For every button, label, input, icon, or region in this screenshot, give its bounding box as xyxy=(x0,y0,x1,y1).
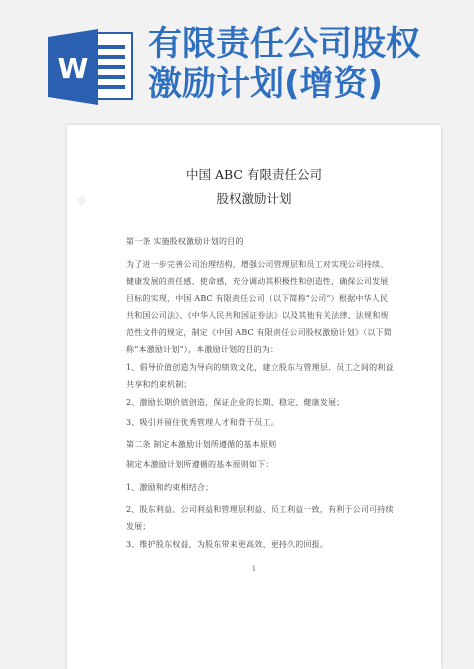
page-number: 1 xyxy=(251,565,257,573)
section-heading-2: 第二条 制定本激励计划所遵循的基本原则 xyxy=(126,440,277,449)
banner-title-line1: 有限责任公司股权 xyxy=(148,24,420,64)
paragraph-principles: 制定本激励计划所遵循的基本原则如下： xyxy=(126,460,274,469)
principle-item-3: 3、维护股东权益，为股东带来更高效、更持久的回报。 xyxy=(126,540,329,549)
doc-title-line2: 股权激励计划 xyxy=(216,191,292,206)
principle-item-1: 1、激励和约束相结合； xyxy=(126,483,214,492)
document-page xyxy=(67,125,441,669)
banner-title-line2: 激励计划(增资) xyxy=(148,64,384,104)
banner-title xyxy=(148,24,464,104)
watermark: ▦ xyxy=(74,193,89,208)
principle-item-2: 2、股东利益、公司利益和管理层利益、员工利益一致，有利于公司可持续发展； xyxy=(126,505,394,531)
list-item-1: 1、倡导价值创造为导向的绩效文化，建立股东与管理层、员工之间的利益共享和约束机制； xyxy=(126,363,394,389)
section-heading-1: 第一条 实施股权激励计划的目的 xyxy=(126,237,244,246)
paragraph-purpose: 为了进一步完善公司治理结构，增强公司管理层和员工对实现公司持续、健康发展的责任感、使命感，充分调动其积极性和创造性，确保公司发展目标的实现，中国 ABC 有限责任公司（以下简称“公司”）根据中华人民共和国公司法》、《中华人民共和国证券法》以及其他有关法律、法规和规范性文件的规定，制定《中国 ABC 有限责任公司股权激励计划》（以下简称“本激励计划”），本激励计划的目的为： xyxy=(126,260,393,354)
list-item-3: 3、吸引并留住优秀管理人才和骨干员工。 xyxy=(126,418,279,427)
list-item-2: 2、激励长期价值创造，保证企业的长期、稳定、健康发展； xyxy=(126,398,345,407)
doc-title-line1: 中国 ABC 有限责任公司 xyxy=(186,167,322,182)
word-icon xyxy=(48,27,138,107)
banner xyxy=(0,0,474,112)
svg-text:W: W xyxy=(57,52,89,85)
